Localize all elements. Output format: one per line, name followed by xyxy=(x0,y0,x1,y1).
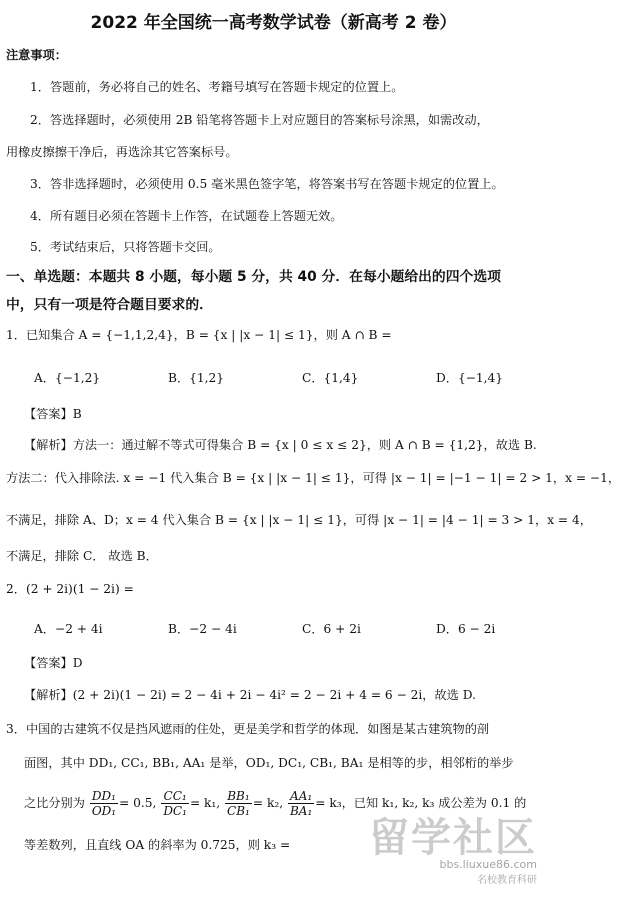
ratio-fraction-3 xyxy=(225,789,252,818)
exam-title: 2022 年全国统一高考数学试卷（新高考 2 卷） xyxy=(90,13,457,33)
ratio-value-4: = k₃ xyxy=(315,796,342,810)
q1-option-c: C．{1,4} xyxy=(302,371,359,385)
q3-line-4: 等差数列，且直线 OA 的斜率为 0.725，则 k₃ = xyxy=(24,838,291,852)
q2-option-b: B．−2 − 4i xyxy=(168,622,237,636)
fraction-numerator: AA₁ xyxy=(288,789,314,804)
fraction-numerator: CC₁ xyxy=(161,789,189,804)
section-heading-line2: 中，只有一项是符合题目要求的． xyxy=(6,297,213,313)
q2-stem: 2．(2 + 2i)(1 − 2i) = xyxy=(6,582,134,596)
notice-item-4: 4．所有题目必须在答题卡上作答，在试题卷上答题无效。 xyxy=(30,209,343,223)
q3-line-1: 3．中国的古建筑不仅是挡风遮雨的住处，更是美学和哲学的体现．如图是某古建筑物的剖 xyxy=(6,722,490,736)
fraction-denominator: DC₁ xyxy=(163,804,187,818)
fraction-denominator: OD₁ xyxy=(91,804,117,818)
fraction-numerator: DD₁ xyxy=(90,789,118,804)
q1-stem: 1．已知集合 A = {−1,1,2,4}，B = {x | |x − 1| ≤ 1}，则 A ∩ B = xyxy=(6,328,392,342)
q2-explanation: 【解析】(2 + 2i)(1 − 2i) = 2 − 4i + 2i − 4i² = 2 − 2i + 4 = 6 − 2i，故选 D. xyxy=(24,688,476,702)
watermark xyxy=(369,815,537,886)
q3-line-2: 面图，其中 DD₁, CC₁, BB₁, AA₁ 是举，OD₁, DC₁, CB₁, BA₁ 是相等的步，相邻桁的举步 xyxy=(24,756,514,770)
q1-option-d: D．{−1,4} xyxy=(436,371,504,385)
notice-item-1: 1．答题前，务必将自己的姓名、考籍号填写在答题卡规定的位置上。 xyxy=(30,80,404,94)
ratio-fraction-2 xyxy=(161,789,189,818)
notice-item-2a: 2．答选择题时，必须使用 2B 铅笔将答题卡上对应题目的答案标号涂黑，如需改动， xyxy=(30,113,489,127)
watermark-source: 名校教育科研 xyxy=(477,875,537,886)
q2-option-a: A．−2 + 4i xyxy=(34,622,103,636)
q3-ratio-intro: 之比分别为 xyxy=(24,796,85,810)
ratio-fraction-1 xyxy=(90,789,118,818)
q1-answer: 【答案】B xyxy=(24,407,82,421)
ratio-value-2: = k₁, xyxy=(189,796,221,810)
ratio-value-3: = k₂, xyxy=(252,796,284,810)
q2-option-d: D．6 − 2i xyxy=(436,622,496,636)
ratio-value-1: = 0.5, xyxy=(119,796,157,810)
watermark-site: bbs.liuxue86.com xyxy=(439,858,537,871)
watermark-logo: 留学社区 xyxy=(369,815,537,861)
notice-item-3: 3．答非选择题时，必须使用 0.5 毫米黑色签字笔，将答案书写在答题卡规定的位置上。 xyxy=(30,177,504,191)
q1-option-a: A．{−1,2} xyxy=(34,371,101,385)
section-heading-line1: 一、单选题：本题共 8 小题，每小题 5 分，共 40 分．在每小题给出的四个选项 xyxy=(6,269,501,285)
q3-ratio-condition: ，已知 k₁, k₂, k₃ 成公差为 0.1 的 xyxy=(341,796,527,810)
q3-line-3 xyxy=(24,789,526,818)
fraction-denominator: BA₁ xyxy=(289,804,313,818)
notice-item-2b: 用橡皮擦擦干净后，再选涂其它答案标号。 xyxy=(6,145,238,159)
fraction-numerator: BB₁ xyxy=(225,789,252,804)
q2-answer: 【答案】D xyxy=(24,656,83,670)
q1-explanation-2: 方法二：代入排除法. x = −1 代入集合 B = {x | |x − 1| ≤ 1}，可得 |x − 1| = |−1 − 1| = 2 > 1，x = −1， xyxy=(6,471,620,485)
notice-heading: 注意事项： xyxy=(6,48,67,62)
ratio-fraction-4 xyxy=(288,789,314,818)
q1-option-b: B．{1,2} xyxy=(168,371,225,385)
q1-explanation-4: 不满足，排除 C． 故选 B． xyxy=(6,549,158,563)
q1-explanation-3: 不满足，排除 A、D；x = 4 代入集合 B = {x | |x − 1| ≤ 1}，可得 |x − 1| = |4 − 1| = 3 > 1，x = 4， xyxy=(6,513,592,527)
fraction-denominator: CB₁ xyxy=(227,804,250,818)
q2-option-c: C．6 + 2i xyxy=(302,622,361,636)
q1-explanation-1: 【解析】方法一：通过解不等式可得集合 B = {x | 0 ≤ x ≤ 2}，则 A ∩ B = {1,2}，故选 B. xyxy=(24,438,537,452)
notice-item-5: 5．考试结束后，只将答题卡交回。 xyxy=(30,240,221,254)
